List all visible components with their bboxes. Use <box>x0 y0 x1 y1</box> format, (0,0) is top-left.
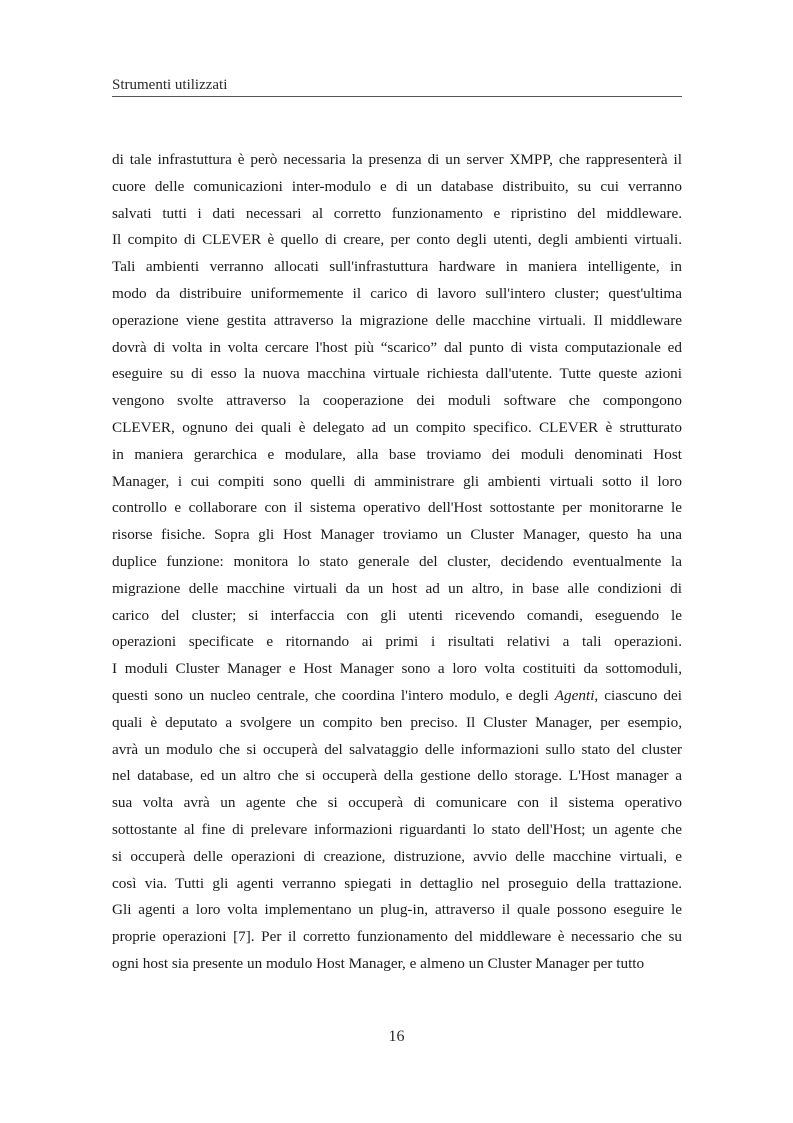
running-header <box>112 76 682 97</box>
text-line <box>112 147 682 174</box>
text-segment: duplice funzione: monitora lo stato generale del cluster, decidendo eventualmente la <box>112 552 682 570</box>
chapter-title: Strumenti utilizzati <box>112 77 228 93</box>
text-segment: sua volta avrà un agente che si occuperà di comunicare con il sistema operativo <box>112 794 682 812</box>
text-line <box>112 683 682 710</box>
text-segment: , ciascuno dei <box>594 686 682 704</box>
text-segment: eseguire su di esso la nuova macchina virtuale richiesta dall'utente. Tutte queste azioni <box>112 365 682 383</box>
text-line <box>112 576 682 603</box>
text-segment: proprie operazioni [7]. Per il corretto funzionamento del middleware è necessario che su <box>112 928 682 946</box>
text-segment: sottostante al fine di prelevare informazioni riguardanti lo stato dell'Host; un agente che <box>112 820 682 838</box>
text-line <box>112 335 682 362</box>
text-line <box>112 522 682 549</box>
text-segment: operazione viene gestita attraverso la migrazione delle macchine virtuali. Il middleware <box>112 311 682 329</box>
text-segment: in maniera gerarchica e modulare, alla base troviamo dei moduli denominati Host <box>112 445 682 463</box>
text-line <box>112 951 682 978</box>
text-segment: ogni host sia presente un modulo Host Manager, e almeno un Cluster Manager per tutto <box>112 954 645 972</box>
text-line <box>112 763 682 790</box>
text-line <box>112 227 682 254</box>
text-segment: migrazione delle macchine virtuali da un host ad un altro, in base alle condizioni di <box>112 579 682 597</box>
body-paragraph <box>112 147 682 978</box>
text-line <box>112 361 682 388</box>
text-line <box>112 388 682 415</box>
text-line <box>112 656 682 683</box>
text-segment: Tali ambienti verranno allocati sull'infrastuttura hardware in maniera intelligente, in <box>112 258 682 276</box>
text-line <box>112 415 682 442</box>
text-segment: Gli agenti a loro volta implementano un plug-in, attraverso il quale possono eseguire le <box>112 901 682 919</box>
text-segment: salvati tutti i dati necessari al corretto funzionamento e ripristino del middleware. <box>112 204 682 222</box>
text-segment: Manager, i cui compiti sono quelli di amministrare gli ambienti virtuali sotto il loro <box>112 472 682 490</box>
text-line <box>112 549 682 576</box>
text-segment: I moduli Cluster Manager e Host Manager sono a loro volta costituiti da sottomoduli, <box>112 660 682 678</box>
emphasized-term: Agenti <box>554 686 595 704</box>
text-segment: Il compito di CLEVER è quello di creare, per conto degli utenti, degli ambienti virtuali. <box>112 231 682 249</box>
text-line <box>112 924 682 951</box>
text-line <box>112 629 682 656</box>
text-segment: nel database, ed un altro che si occuperà della gestione dello storage. L'Host manager a <box>112 767 682 785</box>
page-number: 16 <box>388 1028 405 1045</box>
text-line <box>112 281 682 308</box>
text-line <box>112 495 682 522</box>
text-segment: CLEVER, ognuno dei quali è delegato ad un compito specifico. CLEVER è strutturato <box>112 418 682 436</box>
text-line <box>112 174 682 201</box>
text-segment: risorse fisiche. Sopra gli Host Manager troviamo un Cluster Manager, questo ha una <box>112 526 682 544</box>
text-line <box>112 254 682 281</box>
text-line <box>112 201 682 228</box>
text-line <box>112 710 682 737</box>
text-segment: così via. Tutti gli agenti verranno spiegati in dettaglio nel proseguio della trattazione. <box>112 874 682 892</box>
text-segment: dovrà di volta in volta cercare l'host più “scarico” dal punto di vista computazionale ed <box>112 338 682 356</box>
text-line <box>112 790 682 817</box>
text-segment: controllo e collaborare con il sistema operativo dell'Host sottostante per monitorarne le <box>112 499 682 517</box>
text-segment: di tale infrastuttura è però necessaria la presenza di un server XMPP, che rappresenterà il <box>112 151 682 168</box>
text-segment: si occuperà delle operazioni di creazione, distruzione, avvio delle macchine virtuali, e <box>112 847 682 865</box>
text-segment: avrà un modulo che si occuperà del salvataggio delle informazioni sullo stato del cluster <box>112 740 682 758</box>
text-line <box>112 897 682 924</box>
text-segment: modo da distribuire uniformemente il carico di lavoro sull'intero cluster; quest'ultima <box>112 284 682 302</box>
text-segment: carico del cluster; si interfaccia con gli utenti ricevendo comandi, eseguendo le <box>112 606 682 624</box>
text-line <box>112 442 682 469</box>
text-segment: questi sono un nucleo centrale, che coordina l'intero modulo, e degli <box>112 686 555 704</box>
text-line <box>112 817 682 844</box>
text-segment: operazioni specificate e ritornando ai primi i risultati relativi a tali operazioni. <box>112 633 682 651</box>
text-line <box>112 603 682 630</box>
text-line <box>112 737 682 764</box>
text-line <box>112 844 682 871</box>
text-line <box>112 469 682 496</box>
text-segment: cuore delle comunicazioni inter-modulo e di un database distribuito, su cui verranno <box>112 177 682 195</box>
text-segment: vengono svolte attraverso la cooperazione dei moduli software che compongono <box>112 392 682 410</box>
text-line <box>112 871 682 898</box>
text-line <box>112 308 682 335</box>
text-segment: quali è deputato a svolgere un compito ben preciso. Il Cluster Manager, per esempio, <box>112 713 682 731</box>
